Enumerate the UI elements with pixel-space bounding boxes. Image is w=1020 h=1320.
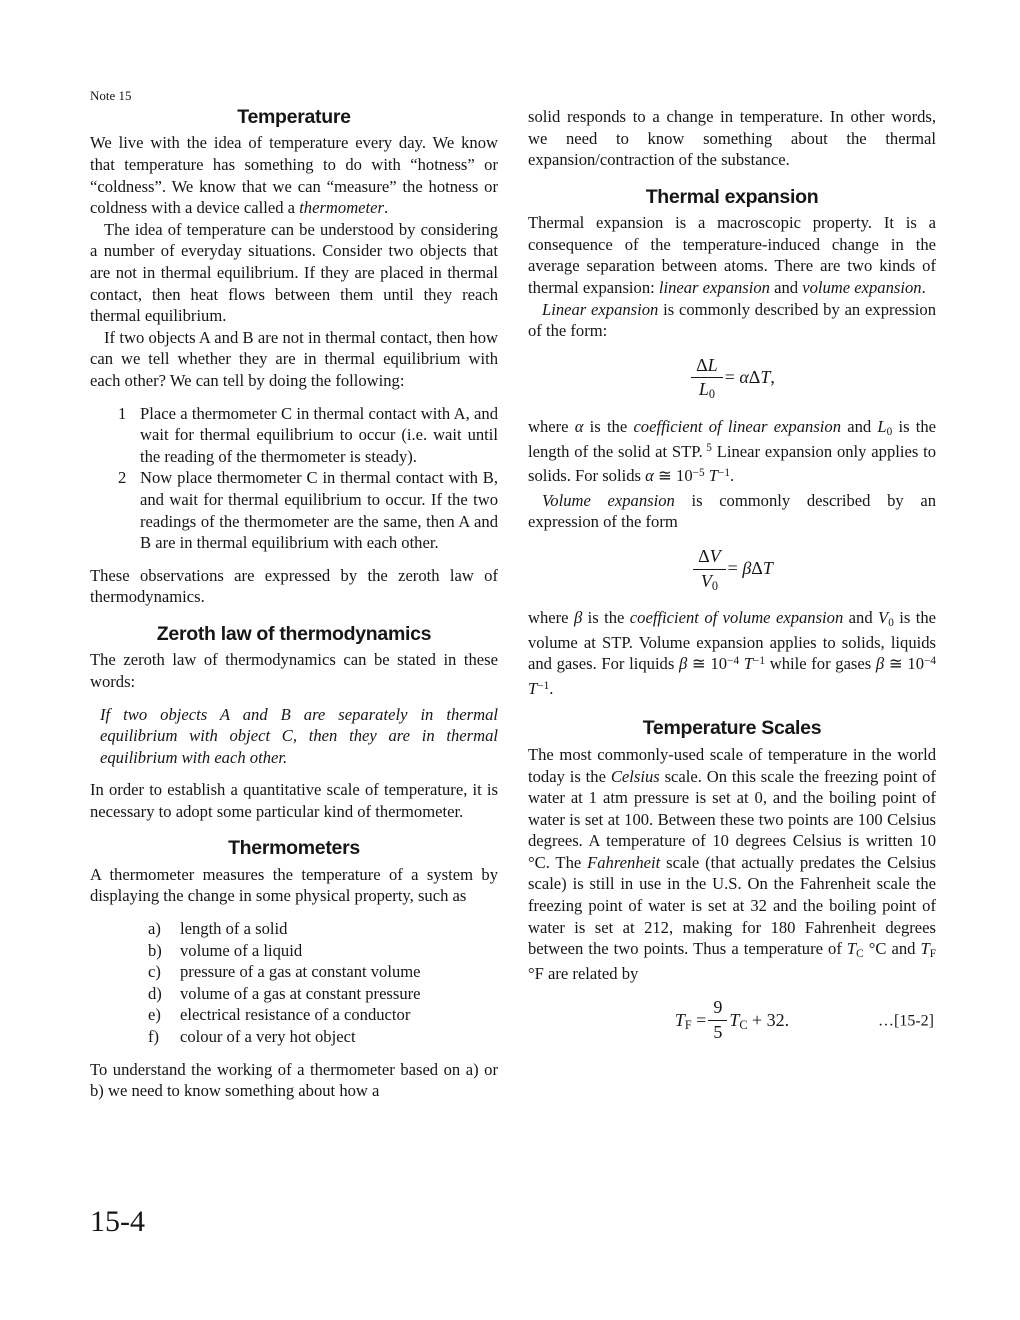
list-item: [90, 983, 498, 1005]
section-heading-zeroth-law: Zeroth law of thermodynamics: [156, 622, 432, 645]
equation-rhs: = βΔT: [727, 558, 773, 579]
fraction-numerator: ΔL: [691, 355, 723, 379]
paragraph-zeroth-law-statement-lead: The zeroth law of thermodynamics can be stated in these words:: [90, 650, 498, 691]
list-item-text: pressure of a gas at constant volume: [180, 962, 421, 982]
left-column: [90, 106, 498, 1102]
fraction: [693, 546, 726, 592]
list-marker: 2: [118, 468, 127, 488]
list-item-text: Now place thermometer C in thermal contact with B, and wait for thermal equilibrium to occur. If the two readings of the thermometer are the same, then A and B are in thermal equilibrium with each other.: [140, 468, 498, 553]
equation-linear-expansion: [528, 355, 936, 401]
list-marker: 1: [118, 403, 127, 423]
list-item: [90, 961, 498, 983]
list-marker: b): [148, 940, 162, 960]
section-heading-thermometers: Thermometers: [228, 837, 360, 860]
list-item-text: volume of a liquid: [180, 940, 303, 960]
page-columns: [90, 106, 936, 1102]
paragraph-linear-expansion-coefficient: where α is the coefficient of linear expansion and L0 is the length of the solid at STP. $^5$ Linear expansion only applies to solids. For solids α ≅ $10^{-5}$ $T^{-1}$.: [528, 416, 937, 486]
list-item: [90, 918, 498, 940]
paragraph-solid-responds: solid responds to a change in temperature. In other words, we need to know something about the thermal expansion/contraction of the substance.: [528, 107, 936, 170]
paragraph-temperature-intro: We live with the idea of temperature every day. We know that temperature has something to do with “hotness” or “coldness”. We know that we can “measure” the hotness or coldness with a device called a thermometer.: [90, 133, 498, 218]
thermal-equilibrium-steps: [90, 403, 498, 554]
fraction-denominator: L0: [698, 379, 715, 402]
paragraph-thermometer-measures: A thermometer measures the temperature of a system by displaying the change in some physical property, such as: [90, 864, 498, 906]
note-label: Note 15: [90, 88, 132, 103]
paragraph-linear-expansion-lead: Linear expansion is commonly described by an expression of the form:: [528, 299, 936, 341]
equation-rhs: = αΔT,: [724, 367, 775, 388]
physical-property-list: [90, 918, 498, 1048]
paragraph-temperature-scales: The most commonly-used scale of temperature in the world today is the Celsius scale. On this scale the freezing point of water at 1 atm pressure is set at 0, and the boiling point of water is set at 100. Between these two points are 100 Celsius degrees. A temperature of 10 degrees Celsius is written 10 °C. The Fahrenheit scale (that actually predates the Celsius scale) is still in use in the U.S. On the Fahrenheit scale the freezing point of water is set at 32 and the boiling point of water is set at 212, making for 180 Fahrenheit degrees between the two points. Thus a temperature of TC °C and TF °F are related by: [528, 744, 937, 983]
list-item: [90, 1026, 498, 1048]
paragraph-thermometer-working: To understand the working of a thermometer based on a) or b) we need to know something about how a: [90, 1059, 498, 1101]
paragraph-quantitative-scale: In order to establish a quantitative scale of temperature, it is necessary to adopt some particular kind of thermometer.: [90, 780, 498, 821]
page-number: 15-4: [90, 1205, 145, 1238]
equation-rhs: TC + 32.: [729, 1009, 790, 1032]
list-marker: a): [148, 919, 161, 939]
list-item-text: colour of a very hot object: [180, 1027, 356, 1047]
paragraph-temperature-idea: The idea of temperature can be understood by considering a number of everyday situations. Consider two objects that are not in thermal equilibrium. If they are placed in thermal contact, then heat flows between them until they reach thermal equilibrium.: [90, 219, 498, 326]
equation-lhs: TF =: [674, 1009, 707, 1032]
equation-fahrenheit-celsius: [528, 997, 936, 1043]
list-item-text: length of a solid: [180, 919, 288, 939]
list-item: [90, 467, 498, 553]
paragraph-thermal-expansion-intro: Thermal expansion is a macroscopic property. It is a consequence of the temperature-induced change in the average separation between atoms. There are two kinds of thermal expansion: linear expansion and volume expansion.: [528, 213, 936, 297]
fraction: [691, 355, 723, 401]
zeroth-law-statement: If two objects A and B are separately in thermal equilibrium with object C, then they are in thermal equilibrium with each other.: [100, 704, 498, 767]
section-heading-temperature: Temperature: [237, 106, 351, 128]
fraction-numerator: 9: [708, 997, 727, 1021]
list-item: [90, 940, 498, 962]
paragraph-volume-expansion-lead: Volume expansion is commonly described by an expression of the form: [528, 490, 936, 532]
fraction: [708, 997, 727, 1043]
fraction-numerator: ΔV: [693, 546, 726, 570]
list-item: [90, 403, 498, 468]
list-marker: e): [148, 1005, 161, 1025]
fraction-denominator: 5: [713, 1022, 723, 1043]
right-column: [528, 106, 936, 1102]
list-marker: d): [148, 983, 162, 1003]
list-marker: c): [148, 962, 161, 982]
list-item-text: volume of a gas at constant pressure: [180, 983, 421, 1003]
section-heading-temperature-scales: Temperature Scales: [642, 717, 822, 740]
list-marker: f): [148, 1027, 160, 1047]
equation-volume-expansion: [528, 546, 936, 592]
list-item-text: electrical resistance of a conductor: [180, 1005, 411, 1025]
equation-number: …[15-2]: [878, 1011, 934, 1029]
section-heading-thermal-expansion: Thermal expansion: [645, 185, 819, 208]
list-item-text: Place a thermometer C in thermal contact with A, and wait for thermal equilibrium to occur (i.e. wait until the reading of the thermometer is steady).: [140, 403, 498, 466]
paragraph-thermal-contact-question: If two objects A and B are not in thermal contact, then how can we tell whether they are in thermal equilibrium with each other? We can tell by doing the following:: [90, 327, 498, 390]
fraction-denominator: V0: [700, 570, 718, 593]
paragraph-volume-expansion-coefficient: where β is the coefficient of volume expansion and V0 is the volume at STP. Volume expansion applies to solids, liquids and gases. For liquids β ≅ $10^{-4}$ $T^{-1}$ while for gases β ≅ $10^{-4}$ $T^{-1}$.: [528, 608, 937, 698]
paragraph-zeroth-law-lead: These observations are expressed by the zeroth law of thermodynamics.: [90, 565, 498, 607]
list-item: [90, 1004, 498, 1026]
